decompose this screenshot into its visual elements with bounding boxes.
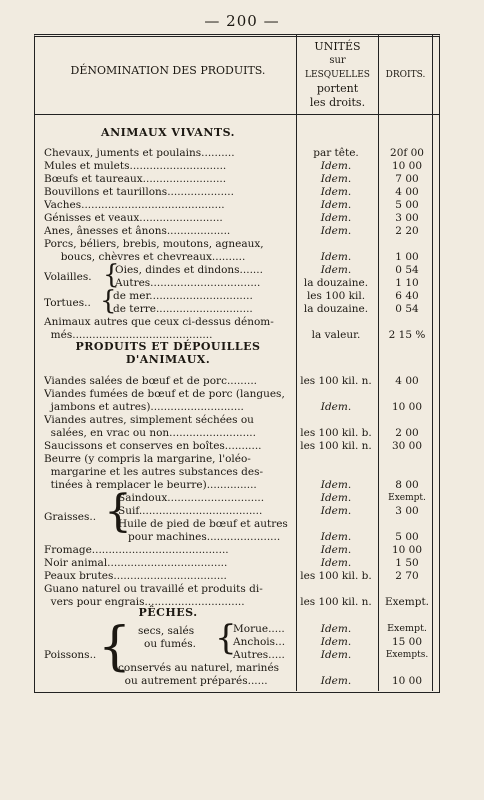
row-rate: 5 00 [395, 199, 419, 211]
row-unit: Idem. [320, 557, 352, 569]
row-unit: Idem. [320, 225, 352, 237]
row-unit: la douzaine. [303, 277, 369, 289]
row-unit: Idem. [320, 505, 352, 517]
table-row [44, 478, 436, 492]
table-row [44, 146, 436, 160]
row-unit: la valeur. [311, 329, 361, 341]
sub-item: Huile de pied de bœuf et autres [118, 518, 288, 530]
table-row [44, 543, 436, 557]
sub-item: ou autrement préparés...... [118, 675, 268, 687]
table-row [44, 198, 436, 212]
row-name: Volailles. [44, 271, 92, 283]
header-name: DÉNOMINATION DES PRODUITS. [70, 64, 266, 77]
row-unit: Idem. [320, 264, 352, 276]
row-unit: les 100 kil. b. [300, 570, 372, 582]
row-unit: Idem. [320, 401, 352, 413]
sub-item: de mer............................... [113, 290, 253, 302]
row-unit: les 100 kil. n. [300, 440, 372, 452]
row-unit: Idem. [320, 199, 352, 211]
row-rate: 2 70 [395, 570, 419, 582]
row-name: jambons et autres)............................ [44, 401, 244, 413]
row-unit: Idem. [320, 623, 352, 635]
row-rate: Exempts. [385, 650, 429, 660]
row-unit: Idem. [320, 636, 352, 648]
row-rate: 1 10 [395, 277, 419, 289]
sub-item: Suif..................................... [118, 505, 263, 517]
section-produits: PRODUITS ET DÉPOUILLES [75, 340, 261, 353]
brace: { [104, 486, 132, 537]
row-unit: Idem. [320, 173, 352, 185]
sub-item: ou fumés. [144, 638, 196, 650]
row-unit: les 100 kil. [306, 290, 366, 302]
row-name: boucs, chèvres et chevreaux.......... [44, 251, 246, 263]
brace: { [98, 617, 132, 677]
row-unit: les 100 kil. b. [300, 427, 372, 439]
sub-item: Morue..... [233, 623, 285, 635]
header-divider [34, 114, 440, 115]
row-unit: Idem. [320, 531, 352, 543]
row-rate: 10 00 [391, 160, 423, 172]
row-rate: 2 15 % [388, 329, 426, 341]
header-rate: DROITS. [385, 70, 426, 80]
row-rate: 0 54 [395, 303, 419, 315]
table-row [44, 185, 436, 199]
table-row [44, 315, 436, 329]
row-rate: 3 00 [395, 505, 419, 517]
row-unit: Idem. [320, 649, 352, 661]
row-rate: 4 00 [395, 375, 419, 387]
row-name: Mules et mulets............................. [44, 160, 227, 172]
table-row [44, 452, 436, 466]
row-name: margarine et les autres substances des- [44, 466, 264, 478]
row-rate: 10 00 [391, 401, 423, 413]
header-unit-line: UNITÉS [314, 40, 361, 53]
brace: { [103, 260, 120, 290]
table-row [44, 328, 436, 342]
row-rate: 10 00 [391, 544, 423, 556]
table-row [44, 172, 436, 186]
brace: { [100, 286, 117, 316]
table-row [44, 439, 436, 453]
sub-item: conservés au naturel, marinés [118, 662, 280, 674]
row-unit: les 100 kil. n. [300, 596, 372, 608]
sub-item: pour machines...................... [118, 531, 281, 543]
row-name: Porcs, béliers, brebis, moutons, agneaux, [44, 238, 264, 250]
row-name: més.......................................... [44, 329, 213, 341]
table-row [44, 159, 436, 173]
row-name: vers pour engrais.............................. [44, 596, 245, 608]
row-name: Génisses et veaux......................... [44, 212, 223, 224]
row-name: Bœufs et taureaux......................... [44, 173, 227, 185]
table-row [44, 413, 436, 427]
page-number: — 200 — [204, 12, 280, 30]
row-rate: 1 00 [395, 251, 419, 263]
row-rate: 6 40 [395, 290, 419, 302]
row-rate: 10 00 [391, 675, 423, 687]
row-rate: Exempt. [387, 623, 427, 634]
table-row [44, 400, 436, 414]
sub-item: Autres................................. [115, 277, 261, 289]
row-unit: Idem. [320, 212, 352, 224]
row-rate: 2 00 [395, 427, 419, 439]
row-name: Vaches........................................... [44, 199, 225, 211]
sub-item: de terre............................. [113, 303, 253, 315]
row-rate: 20f 00 [390, 147, 424, 159]
row-name: Animaux autres que ceux ci-dessus dénom- [44, 316, 274, 328]
row-unit: les 100 kil. n. [300, 375, 372, 387]
header-unit [297, 40, 378, 110]
row-unit: Idem. [320, 544, 352, 556]
brace: { [215, 618, 237, 658]
row-rate: 1 50 [395, 557, 419, 569]
sub-item: Oies, dindes et dindons....... [115, 264, 263, 276]
row-name: Fromage......................................... [44, 544, 229, 556]
row-name: Saucissons et conserves en boîtes........... [44, 440, 262, 452]
row-rate: 4 00 [395, 186, 419, 198]
row-name: Poissons.. [44, 649, 97, 661]
table-row [44, 569, 436, 583]
sub-item: Saindoux............................. [118, 492, 265, 504]
table-row [44, 237, 436, 251]
section-produits-2: D'ANIMAUX. [125, 353, 211, 366]
row-rate: 2 20 [395, 225, 419, 237]
row-rate: Exempt. [388, 493, 426, 503]
row-unit: Idem. [320, 675, 352, 687]
row-unit: la douzaine. [303, 303, 369, 315]
row-name: Guano naturel ou travaillé et produits di- [44, 583, 263, 595]
table-row [44, 582, 436, 596]
table-row [44, 387, 436, 401]
header-unit-line: sur [329, 55, 346, 66]
table-row [44, 556, 436, 570]
row-rate: Exempt. [384, 596, 430, 608]
row-rate: 7 00 [395, 173, 419, 185]
sub-item: Anchois... [233, 636, 286, 648]
header-unit-line: LESQUELLES [305, 70, 370, 80]
row-unit: Idem. [320, 479, 352, 491]
row-rate: 5 00 [395, 531, 419, 543]
sub-item: secs, salés [138, 625, 195, 637]
row-rate: 3 00 [395, 212, 419, 224]
row-unit: Idem. [320, 492, 352, 504]
table-row [44, 465, 436, 479]
table-row [44, 374, 436, 388]
row-rate: 0 54 [395, 264, 419, 276]
row-unit: Idem. [320, 160, 352, 172]
row-name: tinées à remplacer le beurre)............... [44, 479, 257, 491]
row-unit: par tête. [313, 147, 359, 159]
sub-item: Autres..... [233, 649, 285, 661]
row-name: Noir animal.................................... [44, 557, 228, 569]
row-name: Viandes fumées de bœuf et de porc (langues, [44, 388, 285, 400]
table-row [44, 211, 436, 225]
table-row [44, 426, 436, 440]
row-name: Tortues.. [44, 297, 91, 309]
row-name: Bouvillons et taurillons.................... [44, 186, 234, 198]
row-rate: 30 00 [391, 440, 423, 452]
table-row [44, 595, 436, 609]
row-name: salées, en vrac ou non.......................... [44, 427, 256, 439]
section-peches: PÊCHES. [138, 606, 198, 619]
row-name: Anes, ânesses et ânons................... [44, 225, 231, 237]
row-name: Viandes salées de bœuf et de porc......... [44, 375, 257, 387]
row-unit: Idem. [320, 186, 352, 198]
header-unit-line: portent [316, 82, 359, 95]
row-name: Peaux brutes.................................. [44, 570, 227, 582]
row-name: Beurre (y compris la margarine, l'oléo- [44, 453, 251, 465]
row-rate: 8 00 [395, 479, 419, 491]
row-name: Graisses.. [44, 511, 97, 523]
row-rate: 15 00 [391, 636, 423, 648]
row-name: Chevaux, juments et poulains.......... [44, 147, 235, 159]
table-row [44, 224, 436, 238]
row-name: Viandes autres, simplement séchées ou [44, 414, 254, 426]
header-unit-line: les droits. [309, 96, 366, 109]
row-unit: Idem. [320, 251, 352, 263]
section-animaux: ANIMAUX VIVANTS. [101, 126, 235, 139]
